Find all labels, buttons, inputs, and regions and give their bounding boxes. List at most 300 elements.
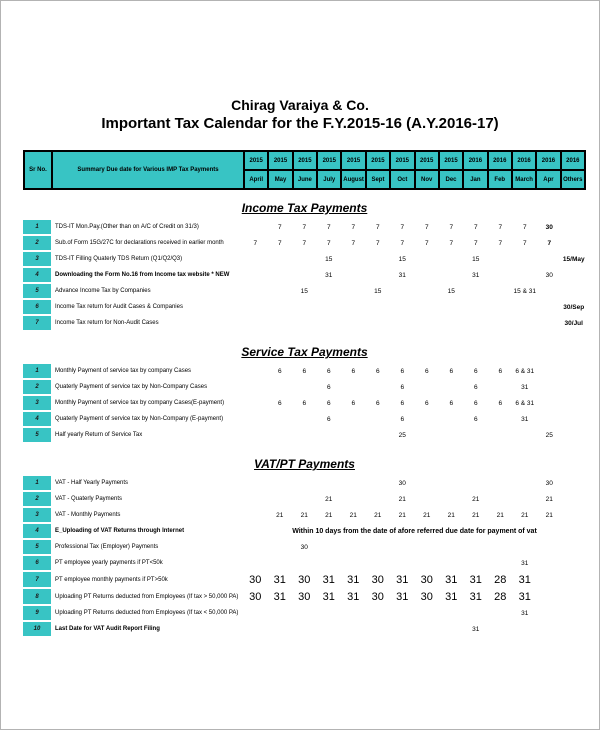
- due-date-cell: 30: [545, 271, 553, 279]
- month-column-header: Sept: [366, 170, 390, 189]
- due-date-cell: 7: [302, 239, 307, 247]
- due-date-cell: [243, 299, 268, 315]
- due-date-cell: 31: [472, 271, 480, 279]
- due-date-cell: 31: [347, 590, 360, 603]
- row-label: Quaterly Payment of service tax by Non-Company Cases: [55, 384, 208, 391]
- due-date-cell: 7: [449, 239, 454, 247]
- due-date-cell: [341, 605, 366, 621]
- due-date-cell: 7: [498, 239, 503, 247]
- due-date-cell: [243, 283, 268, 299]
- due-date-cell: [562, 219, 587, 235]
- year-column-header: 2016: [512, 151, 536, 170]
- due-date-cell: 6: [351, 367, 356, 375]
- due-date-cell: [464, 555, 489, 571]
- due-date-cell: [317, 283, 342, 299]
- due-date-cell: 31: [518, 590, 531, 603]
- due-date-cell: 7: [302, 223, 307, 231]
- due-date-cell: 30: [545, 223, 553, 231]
- due-date-cell: [415, 491, 440, 507]
- due-date-cell: [562, 283, 587, 299]
- table-row: [23, 363, 586, 379]
- year-column-header: 2015: [439, 151, 463, 170]
- due-date-cell: [317, 555, 342, 571]
- due-date-cell: [268, 379, 293, 395]
- row-label: Income Tax return for Non-Audit Cases: [55, 320, 159, 327]
- due-date-cell: [317, 427, 342, 443]
- due-date-cell: [292, 251, 317, 267]
- due-date-cell: 30: [398, 479, 406, 487]
- year-column-header: 2015: [317, 151, 341, 170]
- due-date-cell: 6: [424, 367, 429, 375]
- due-date-cell: [513, 299, 538, 315]
- month-column-header: July: [317, 170, 341, 189]
- due-date-cell: [292, 427, 317, 443]
- due-date-cell: [415, 411, 440, 427]
- due-date-cell: 6: [400, 367, 405, 375]
- due-date-cell: 30: [371, 590, 384, 603]
- due-date-cell: [562, 379, 587, 395]
- due-date-cell: [488, 283, 513, 299]
- due-date-cell: 30: [298, 590, 311, 603]
- due-date-cell: 30: [371, 573, 384, 586]
- due-date-cell: [341, 299, 366, 315]
- due-date-cell: [317, 475, 342, 491]
- due-date-cell: 6: [326, 367, 331, 375]
- row-label: Uploading PT Returns deducted from Employees (If tax > 50,000 PA): [55, 593, 239, 600]
- table-row: [23, 411, 586, 427]
- due-date-cell: 7: [498, 223, 503, 231]
- due-date-cell: [390, 315, 415, 331]
- month-column-header: Dec: [439, 170, 463, 189]
- due-date-cell: [243, 621, 268, 637]
- due-date-cell: [439, 539, 464, 555]
- due-date-cell: [268, 475, 293, 491]
- due-date-cell: [366, 315, 391, 331]
- due-date-cell: [341, 555, 366, 571]
- sr-no-cell: 7: [23, 572, 51, 587]
- due-date-cell: 21: [423, 511, 431, 519]
- month-column-header: Feb: [488, 170, 512, 189]
- due-date-cell: [292, 605, 317, 621]
- due-date-cell: 31: [521, 559, 529, 567]
- sr-no-cell: 2: [23, 236, 51, 250]
- due-date-cell: [415, 475, 440, 491]
- table-header: [23, 150, 586, 190]
- table-row: [23, 491, 586, 507]
- due-date-cell: [513, 621, 538, 637]
- due-date-cell: [488, 491, 513, 507]
- due-date-cell: 7: [473, 239, 478, 247]
- due-date-cell: 7: [326, 239, 331, 247]
- due-date-cell: [268, 315, 293, 331]
- due-date-cell: 6: [326, 399, 331, 407]
- due-date-cell: 6: [400, 383, 405, 391]
- due-date-cell: 30/Sep: [563, 303, 585, 311]
- tax-calendar-table: [23, 150, 586, 637]
- due-date-cell: [317, 299, 342, 315]
- due-date-cell: [415, 267, 440, 283]
- due-date-cell: 21: [398, 495, 406, 503]
- due-date-cell: [562, 235, 587, 251]
- month-column-header: Nov: [415, 170, 439, 189]
- due-date-cell: [562, 621, 587, 637]
- due-date-cell: [439, 315, 464, 331]
- due-date-cell: [268, 299, 293, 315]
- due-date-cell: 7: [375, 239, 380, 247]
- due-date-cell: [537, 621, 562, 637]
- due-date-cell: [366, 555, 391, 571]
- row-label: TDS-IT Mon.Pay.(Other than on A/C of Credit on 31/3): [55, 224, 199, 231]
- due-date-cell: [439, 605, 464, 621]
- due-date-cell: 30: [545, 479, 553, 487]
- due-date-cell: 6 & 31: [515, 367, 535, 375]
- year-column-header: 2015: [244, 151, 268, 170]
- due-date-cell: 30: [420, 573, 433, 586]
- sr-no-cell: 5: [23, 540, 51, 554]
- due-date-cell: [292, 267, 317, 283]
- due-date-cell: [390, 539, 415, 555]
- due-date-cell: [317, 621, 342, 637]
- year-column-header: 2015: [293, 151, 317, 170]
- due-date-cell: 15: [447, 287, 455, 295]
- due-date-cell: 30: [249, 590, 262, 603]
- table-row: [23, 299, 586, 315]
- due-date-cell: 6: [375, 399, 380, 407]
- row-label: Sub.of Form 15G/27C for declarations received in earlier month: [55, 240, 224, 247]
- row-label: Professional Tax (Employer) Payments: [55, 544, 159, 551]
- table-row: [23, 621, 586, 637]
- year-column-header: 2015: [415, 151, 439, 170]
- due-date-cell: [317, 605, 342, 621]
- due-date-cell: [268, 555, 293, 571]
- due-date-cell: 7: [351, 239, 356, 247]
- due-date-cell: [243, 491, 268, 507]
- due-date-cell: 21: [472, 495, 480, 503]
- due-date-cell: 31: [347, 573, 360, 586]
- year-column-header: 2016: [536, 151, 560, 170]
- due-date-cell: [366, 605, 391, 621]
- due-date-cell: [562, 475, 587, 491]
- due-date-cell: [415, 251, 440, 267]
- due-date-cell: [366, 621, 391, 637]
- table-row: [23, 571, 586, 588]
- due-date-cell: 21: [545, 511, 553, 519]
- due-date-cell: [562, 491, 587, 507]
- due-date-cell: 6: [375, 367, 380, 375]
- year-column-header: 2015: [341, 151, 365, 170]
- due-date-cell: [562, 427, 587, 443]
- due-date-cell: 28: [494, 573, 507, 586]
- due-date-cell: [439, 251, 464, 267]
- due-date-cell: [488, 379, 513, 395]
- due-date-cell: [243, 507, 268, 523]
- due-date-cell: [341, 411, 366, 427]
- due-date-cell: 31: [325, 271, 333, 279]
- document-title: Important Tax Calendar for the F.Y.2015-16 (A.Y.2016-17): [101, 114, 499, 132]
- due-date-cell: 31: [396, 573, 409, 586]
- table-row: [23, 251, 586, 267]
- due-date-cell: 6: [326, 415, 331, 423]
- due-date-cell: 21: [521, 511, 529, 519]
- due-date-cell: [366, 251, 391, 267]
- due-date-cell: 21: [398, 511, 406, 519]
- row-label: Quaterly Payment of service tax by Non-Company (E-payment): [55, 416, 224, 423]
- sr-no-cell: 2: [23, 380, 51, 394]
- due-date-cell: 6: [449, 399, 454, 407]
- sr-no-cell: 10: [23, 622, 51, 636]
- row-label: VAT - Half Yearly Payments: [55, 480, 129, 487]
- due-date-cell: [292, 299, 317, 315]
- table-row: [23, 283, 586, 299]
- month-column-header: Apr: [536, 170, 560, 189]
- section-heading: Service Tax Payments: [241, 345, 368, 360]
- due-date-cell: [268, 251, 293, 267]
- due-date-cell: 7: [522, 223, 527, 231]
- due-date-cell: [366, 491, 391, 507]
- due-date-cell: [415, 621, 440, 637]
- due-date-cell: 15: [374, 287, 382, 295]
- due-date-cell: 31: [521, 415, 529, 423]
- due-date-cell: 31: [472, 625, 480, 633]
- row-label: Half yearly Return of Service Tax: [55, 432, 143, 439]
- due-date-cell: [317, 539, 342, 555]
- row-label: Downloading the Form No.16 from Income tax website * NEW: [55, 272, 230, 279]
- due-date-cell: 6: [302, 399, 307, 407]
- sr-no-cell: 3: [23, 396, 51, 410]
- due-date-cell: [488, 299, 513, 315]
- due-date-cell: [243, 427, 268, 443]
- due-date-cell: [488, 315, 513, 331]
- due-date-cell: [390, 299, 415, 315]
- month-column-header: March: [512, 170, 536, 189]
- due-date-cell: [439, 475, 464, 491]
- due-date-cell: [243, 363, 268, 379]
- month-column-header: Oct: [390, 170, 414, 189]
- due-date-cell: [537, 363, 562, 379]
- due-date-cell: 15: [300, 287, 308, 295]
- due-date-cell: [366, 475, 391, 491]
- due-date-cell: [562, 571, 587, 588]
- due-date-cell: [341, 475, 366, 491]
- due-date-cell: [268, 283, 293, 299]
- due-date-cell: 15/May: [562, 255, 585, 263]
- due-date-cell: [390, 605, 415, 621]
- row-label: PT employee monthly payments if PT>50k: [55, 576, 168, 583]
- year-column-header: 2015: [268, 151, 292, 170]
- due-date-cell: [341, 491, 366, 507]
- table-row: [23, 555, 586, 571]
- due-date-cell: 6 & 31: [515, 399, 535, 407]
- due-date-cell: [562, 267, 587, 283]
- due-date-cell: 6: [351, 399, 356, 407]
- sr-no-cell: 1: [23, 476, 51, 490]
- due-date-cell: [562, 411, 587, 427]
- due-date-cell: 30: [298, 573, 311, 586]
- due-date-cell: [488, 267, 513, 283]
- table-row: [23, 395, 586, 411]
- due-date-cell: 6: [326, 383, 331, 391]
- table-row: [23, 475, 586, 491]
- due-date-cell: [341, 539, 366, 555]
- due-date-cell: 6: [473, 399, 478, 407]
- due-date-cell: [292, 555, 317, 571]
- due-date-cell: [341, 315, 366, 331]
- sr-no-cell: 1: [23, 220, 51, 234]
- due-date-cell: 6: [400, 399, 405, 407]
- due-date-cell: 21: [472, 511, 480, 519]
- due-date-cell: [268, 427, 293, 443]
- due-date-cell: [415, 379, 440, 395]
- due-date-cell: [562, 395, 587, 411]
- due-date-cell: 31: [445, 590, 458, 603]
- due-date-cell: 21: [545, 495, 553, 503]
- due-date-cell: [464, 283, 489, 299]
- sr-no-header: Sr No.: [24, 151, 52, 189]
- row-label: Monthly Payment of service tax by company Cases(E-payment): [55, 400, 225, 407]
- due-date-cell: [513, 539, 538, 555]
- due-date-cell: [415, 283, 440, 299]
- row-label: Monthly Payment of service tax by company Cases: [55, 368, 192, 375]
- due-date-cell: 15: [472, 255, 480, 263]
- due-date-cell: [537, 283, 562, 299]
- sr-no-cell: 4: [23, 268, 51, 282]
- due-date-cell: [292, 411, 317, 427]
- table-body: [23, 201, 586, 637]
- due-date-cell: [513, 491, 538, 507]
- sr-no-cell: 6: [23, 556, 51, 570]
- due-date-cell: [366, 267, 391, 283]
- due-date-cell: 6: [473, 367, 478, 375]
- due-date-cell: [488, 475, 513, 491]
- due-date-cell: [562, 363, 587, 379]
- due-date-cell: [562, 507, 587, 523]
- company-name: Chirag Varaiya & Co.: [231, 97, 369, 113]
- due-date-cell: [243, 267, 268, 283]
- table-row: [23, 588, 586, 605]
- due-date-cell: [464, 475, 489, 491]
- due-date-cell: [243, 219, 268, 235]
- row-label: Last Date for VAT Audit Report Filing: [55, 626, 160, 633]
- due-date-cell: [537, 555, 562, 571]
- table-row: [23, 427, 586, 443]
- due-date-cell: 21: [447, 511, 455, 519]
- due-date-cell: 7: [400, 223, 405, 231]
- due-date-cell: [366, 539, 391, 555]
- due-date-cell: [243, 539, 268, 555]
- due-date-cell: [415, 555, 440, 571]
- due-date-cell: 6: [302, 367, 307, 375]
- due-date-cell: 7: [424, 239, 429, 247]
- due-date-cell: 6: [277, 399, 282, 407]
- due-date-cell: [243, 251, 268, 267]
- month-column-header: Jan: [463, 170, 487, 189]
- due-date-cell: [341, 379, 366, 395]
- year-column-header: 2016: [561, 151, 585, 170]
- due-date-cell: [243, 411, 268, 427]
- due-date-cell: [292, 621, 317, 637]
- due-date-cell: [243, 379, 268, 395]
- sr-no-cell: 4: [23, 412, 51, 426]
- due-date-cell: [292, 379, 317, 395]
- due-date-cell: 6: [498, 367, 503, 375]
- due-date-cell: [415, 427, 440, 443]
- due-date-cell: [464, 299, 489, 315]
- due-date-cell: [439, 621, 464, 637]
- due-date-cell: 31: [398, 271, 406, 279]
- due-date-cell: 7: [253, 239, 258, 247]
- year-column-header: 2016: [488, 151, 512, 170]
- due-date-cell: 25: [545, 431, 553, 439]
- due-date-cell: [488, 621, 513, 637]
- due-date-cell: [341, 283, 366, 299]
- due-date-cell: 7: [326, 223, 331, 231]
- due-date-cell: [292, 475, 317, 491]
- due-date-cell: 31: [469, 573, 482, 586]
- due-date-cell: [341, 267, 366, 283]
- due-date-cell: 6: [473, 383, 478, 391]
- table-row: [23, 379, 586, 395]
- due-date-cell: 31: [322, 573, 335, 586]
- due-date-cell: 7: [449, 223, 454, 231]
- due-date-cell: [513, 267, 538, 283]
- due-date-cell: [268, 605, 293, 621]
- spanning-note: Within 10 days from the date of afore referred due date for payment of vat: [292, 527, 537, 535]
- due-date-cell: 30: [420, 590, 433, 603]
- due-date-cell: [464, 605, 489, 621]
- due-date-cell: 31: [518, 573, 531, 586]
- due-date-cell: [488, 251, 513, 267]
- row-label: TDS-IT Filling Quaterly TDS Return (Q1/Q2/Q3): [55, 256, 183, 263]
- sr-no-cell: 6: [23, 300, 51, 314]
- table-row: [23, 507, 586, 523]
- sr-no-cell: 8: [23, 589, 51, 604]
- sr-no-cell: 1: [23, 364, 51, 378]
- due-date-cell: [390, 621, 415, 637]
- due-date-cell: 6: [424, 399, 429, 407]
- due-date-cell: 28: [494, 590, 507, 603]
- due-date-cell: 31: [469, 590, 482, 603]
- due-date-cell: 31: [273, 590, 286, 603]
- due-date-cell: [513, 427, 538, 443]
- due-date-cell: [537, 605, 562, 621]
- due-date-cell: [439, 411, 464, 427]
- due-date-cell: [317, 315, 342, 331]
- due-date-cell: 31: [396, 590, 409, 603]
- due-date-cell: 21: [276, 511, 284, 519]
- due-date-cell: [341, 427, 366, 443]
- row-label: E_Uploading of VAT Returns through Internet: [55, 528, 185, 535]
- due-date-cell: [415, 539, 440, 555]
- table-row: [23, 235, 586, 251]
- due-date-cell: [268, 621, 293, 637]
- due-date-cell: 7: [351, 223, 356, 231]
- due-date-cell: 7: [424, 223, 429, 231]
- due-date-cell: [537, 315, 562, 331]
- due-date-cell: 6: [473, 415, 478, 423]
- row-label: Income Tax return for Audit Cases & Companies: [55, 304, 183, 311]
- sr-no-cell: 3: [23, 508, 51, 522]
- summary-header: Summary Due date for Various IMP Tax Payments: [52, 151, 244, 189]
- due-date-cell: 25: [398, 431, 406, 439]
- due-date-cell: 21: [325, 511, 333, 519]
- due-date-cell: [292, 491, 317, 507]
- due-date-cell: [268, 267, 293, 283]
- due-date-cell: [513, 251, 538, 267]
- sr-no-cell: 5: [23, 284, 51, 298]
- due-date-cell: 31: [521, 609, 529, 617]
- sr-no-cell: 4: [23, 524, 51, 538]
- due-date-cell: [464, 427, 489, 443]
